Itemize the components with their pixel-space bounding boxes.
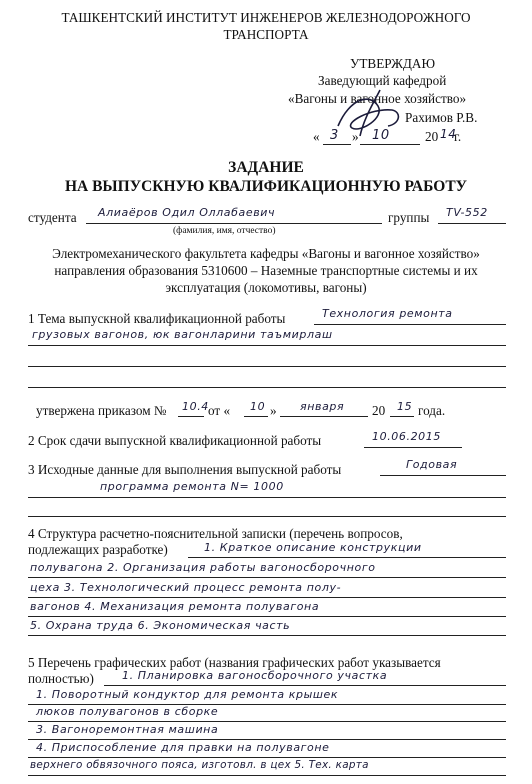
order-label: утвержена приказом №: [36, 403, 167, 418]
structure-underline-2: [28, 577, 506, 578]
group-underline: [438, 223, 506, 224]
input-data-label: 3 Исходные данные для выполнения выпускной работы: [28, 462, 342, 477]
approval-date-year-prefix: 20: [425, 129, 439, 144]
approval-month-underline: [360, 144, 420, 145]
graphics-label-line2: полностью): [28, 671, 94, 686]
graphics-underline-5: [28, 757, 506, 758]
graphics-item-2: 1. Поворотный кондуктор для ремонта крышек: [36, 688, 339, 701]
structure-item-5: 5. Охрана труда 6. Экономическая часть: [30, 619, 291, 632]
structure-underline-3: [28, 597, 506, 598]
assignment-title: ЗАДАНИЕ: [228, 159, 304, 176]
student-caption: (фамилия, имя, отчество): [173, 226, 276, 236]
structure-item-4: вагонов 4. Механизация ремонта полувагона: [30, 600, 320, 613]
topic-handwritten-2: грузовых вагонов, юк вагонларини таъмирлаш: [32, 328, 333, 341]
group-number: ТV-552: [446, 206, 488, 219]
topic-underline-2: [28, 345, 506, 346]
faculty-line1: Электромеханического факультета кафедры «Вагоны и вагонное хозяйство»: [52, 246, 480, 261]
student-label: студента: [28, 210, 77, 225]
approval-title: УТВЕРЖДАЮ: [350, 56, 436, 71]
signature: [330, 88, 410, 143]
order-year: 15: [397, 400, 413, 413]
approval-date-open: «: [313, 129, 320, 144]
order-day: 10: [250, 400, 266, 413]
student-name: Алиаёров Одил Оллабаевич: [98, 206, 276, 219]
order-day-underline: [244, 416, 268, 417]
faculty-line3: эксплуатация (локомотивы, вагоны): [165, 280, 367, 295]
input-data-handwritten-2: программа ремонта N= 1000: [100, 480, 284, 493]
graphics-underline-6: [28, 775, 506, 776]
approval-position-line1: Заведующий кафедрой: [318, 73, 447, 88]
graphics-item-3: люков полувагонов в сборке: [36, 705, 219, 718]
order-number: 10.4: [182, 400, 209, 413]
graphics-label-line1: 5 Перечень графических работ (названия графических работ указывается: [28, 655, 441, 670]
approval-date-day: 3: [330, 128, 339, 143]
structure-item-2: полувагона 2. Организация работы вагоносборочного: [30, 561, 376, 574]
approval-date-year-end: г.: [454, 129, 462, 144]
graphics-item-6: верхнего обвязочного пояса, изготовл. в цех 5. Тех. карта: [30, 759, 369, 771]
order-number-underline: [178, 416, 204, 417]
order-month: января: [300, 400, 345, 413]
assignment-subtitle: НА ВЫПУСКНУЮ КВАЛИФИКАЦИОННУЮ РАБОТУ: [64, 178, 468, 195]
order-month-underline: [280, 416, 368, 417]
input-data-underline-2: [28, 497, 506, 498]
structure-underline-1: [188, 557, 506, 558]
approval-date-year: 14: [440, 127, 457, 141]
structure-item-1: 1. Краткое описание конструкции: [204, 541, 422, 554]
order-year-suffix: года.: [418, 403, 446, 418]
topic-handwritten-1: Технология ремонта: [322, 307, 453, 320]
graphics-item-5: 4. Приспособление для правки на полувагоне: [36, 741, 330, 754]
input-data-underline-1: [380, 475, 506, 476]
structure-underline-5: [28, 635, 506, 636]
graphics-item-1: 1. Планировка вагоносборочного участка: [122, 669, 388, 682]
deadline-date: 10.06.2015: [372, 430, 441, 443]
structure-underline-4: [28, 616, 506, 617]
graphics-item-4: 3. Вагоноремонтная машина: [36, 723, 219, 736]
approval-date-month: 10: [372, 128, 390, 143]
topic-underline-1: [314, 324, 506, 325]
input-data-underline-3: [28, 516, 506, 517]
topic-underline-4: [28, 387, 506, 388]
order-year-underline: [390, 416, 414, 417]
deadline-label: 2 Срок сдачи выпускной квалификационной работы: [28, 433, 322, 448]
approver-name: Рахимов Р.В.: [405, 110, 478, 125]
approval-position-line2: «Вагоны и вагонное хозяйство»: [288, 91, 467, 106]
graphics-underline-3: [28, 721, 506, 722]
structure-item-3: цеха 3. Технологический процесс ремонта полу-: [30, 581, 342, 594]
institute-name-line2: ТРАНСПОРТА: [223, 27, 309, 42]
faculty-line2: направления образования 5310600 – Наземные транспортные системы и их: [54, 263, 478, 278]
graphics-underline-1: [104, 685, 506, 686]
structure-label-line1: 4 Структура расчетно-пояснительной записки (перечень вопросов,: [28, 526, 403, 541]
group-label: группы: [388, 210, 430, 225]
institute-name-line1: ТАШКЕНТСКИЙ ИНСТИТУТ ИНЖЕНЕРОВ ЖЕЛЕЗНОДОРОЖНОГО: [61, 10, 471, 25]
structure-label-line2: подлежащих разработке): [28, 542, 168, 557]
approval-date-close: »: [352, 129, 359, 144]
order-from: от «: [208, 403, 231, 418]
deadline-underline: [364, 447, 462, 448]
topic-underline-3: [28, 366, 506, 367]
graphics-underline-4: [28, 739, 506, 740]
input-data-handwritten-1: Годовая: [406, 458, 458, 471]
approval-day-underline: [323, 144, 351, 145]
order-year-prefix: 20: [372, 403, 386, 418]
topic-label: 1 Тема выпускной квалификационной работы: [28, 311, 286, 326]
student-name-underline: [86, 223, 382, 224]
order-close: »: [270, 403, 277, 418]
